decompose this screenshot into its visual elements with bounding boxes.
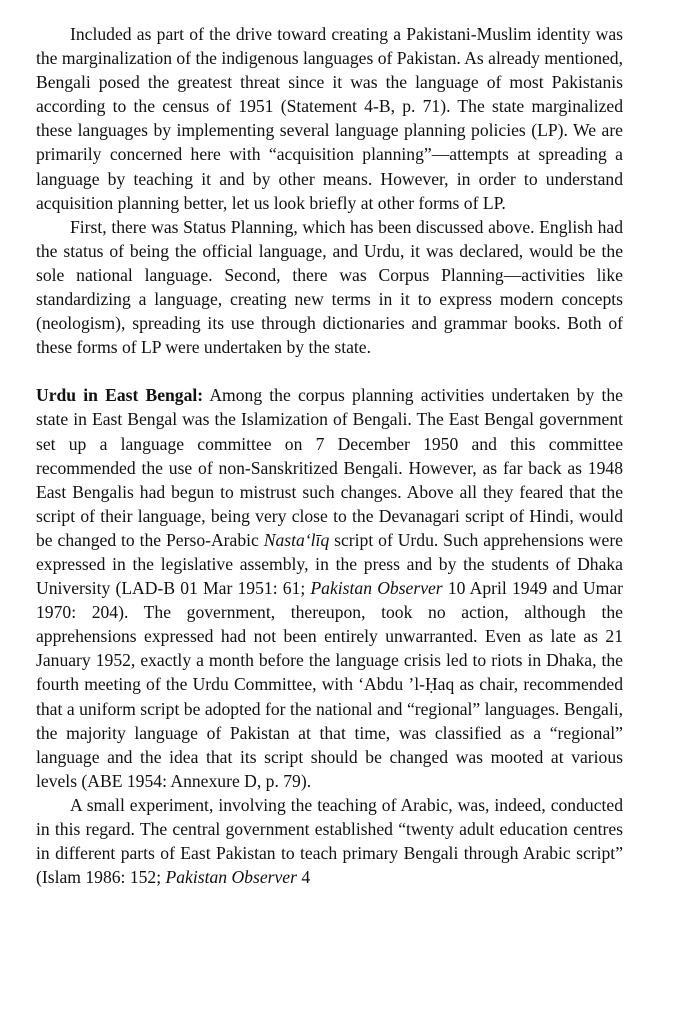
paragraph-text-segment: 10 April 1949 and Umar 1970: 204). The government, thereupon, took no action, although the apprehensions expressed had not been entirely unwarranted. Even as late as 21 January 1952, exactly a month before the language crisis led to riots in Dhaka, the fourth meeting of the Urdu Committee, with ‘Abdu ’l-Ḥaq as chair, recommended that a uniform script be adopted for the national and “regional” languages. Bengali, the majority language of Pakistan at that time, was classified as a “regional” language and the idea that its script should be changed was mooted at various levels (ABE 1954: Annexure D, p. 79). — [36, 578, 623, 791]
paragraph-planning-types — [36, 215, 623, 360]
italic-citation: Pakistan Observer — [165, 867, 297, 888]
section-heading: Urdu in East Bengal: — [36, 385, 204, 406]
paragraph-intro-text: Included as part of the drive toward creating a Pakistani-Muslim identity was the marginalization of the indigenous languages of Pakistan. As already mentioned, Bengali posed the greatest threat since it was the language of most Pakistanis according to the census of 1951 (Statement 4-B, p. 71). The state marginalized these languages by implementing several language planning policies (LP). We are primarily concerned here with “acquisition planning”—attempts at spreading a language by teaching it and by other means. However, in order to understand acquisition planning better, let us look briefly at other forms of LP. — [36, 24, 623, 213]
italic-citation: Pakistan Observer — [310, 578, 443, 599]
paragraph-urdu-east-bengal — [36, 383, 623, 793]
paragraph-text-segment: A small experiment, involving the teaching of Arabic, was, indeed, conducted in this regard. The central government established “twenty adult education centres in different parts of East Pakistan to teach primary Bengali through Arabic script” (Islam 1986: 152; — [36, 794, 623, 888]
paragraph-text-segment: script of Urdu. Such apprehensions were expressed in the legislative assembly, in the press and by the students of Dhaka University (LAD-B 01 Mar 1951: 61; — [36, 529, 623, 599]
paragraph-planning-types-text: First, there was Status Planning, which has been discussed above. English had the status of being the official language, and Urdu, it was declared, would be the sole national language. Second, there was Corpus Planning—activities like standardizing a language, creating new terms in it to express modern concepts (neologism), spreading its use through dictionaries and grammar books. Both of these forms of LP were undertaken by the state. — [36, 216, 623, 358]
paragraph-text-segment: 4 — [296, 867, 311, 888]
document-page — [36, 22, 623, 889]
paragraph-intro — [36, 22, 623, 215]
italic-term: Nastaʻlīq — [263, 529, 330, 550]
section-gap — [36, 359, 623, 383]
paragraph-arabic-experiment — [36, 793, 623, 889]
paragraph-text-segment: Among the corpus planning activities undertaken by the state in East Bengal was the Islamization of Bengali. The East Bengal government set up a language committee on 7 December 1950 and this committee recommended the use of non-Sanskritized Bengali. However, as far back as 1948 East Bengalis had begun to mistrust such changes. Above all they feared that the script of their language, being very close to the Devanagari script of Hindi, would be changed to the Perso-Arabic — [36, 385, 623, 550]
